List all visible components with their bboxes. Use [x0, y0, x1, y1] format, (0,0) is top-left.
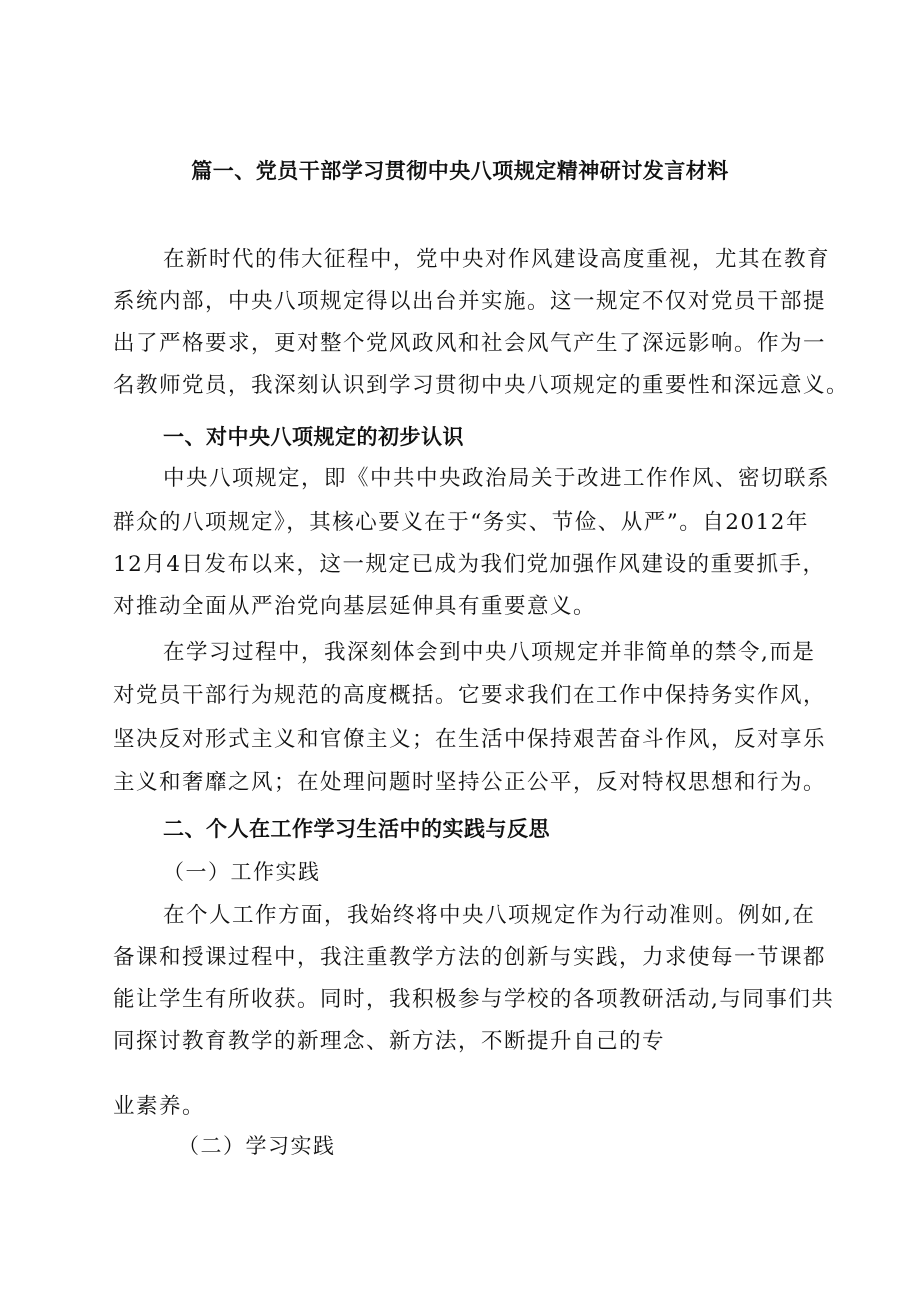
intro-line: 出了严格要求，更对整个党风政风和社会风气产生了深远影响。作为一	[113, 331, 827, 356]
subsection-heading-1: （一）工作实践	[163, 860, 321, 884]
subsection1-line: 备课和授课过程中，我注重教学方法的创新与实践，力求使每一节课都	[113, 945, 827, 970]
section1-para1-line: 群众的八项规定》，其核心要义在于“务实、节俭、从严”。自2012年	[113, 510, 809, 535]
subsection-heading-2: （二）学习实践	[178, 1134, 336, 1158]
section1-para2-line: 主义和奢靡之风；在处理问题时坚持公正公平，反对特权思想和行为。	[113, 770, 827, 795]
subsection1-line: 在个人工作方面，我始终将中央八项规定作为行动准则。例如,在	[163, 903, 816, 928]
section1-para2-line: 坚决反对形式主义和官僚主义；在生活中保持艰苦奋斗作风，反对享乐	[113, 727, 827, 752]
intro-line: 系统内部，中央八项规定得以出台并实施。这一规定不仅对党员干部提	[113, 289, 827, 314]
intro-line: 名教师党员，我深刻认识到学习贯彻中央八项规定的重要性和深远意义。	[113, 373, 850, 398]
section1-para2-line: 对党员干部行为规范的高度概括。它要求我们在工作中保持务实作风，	[113, 683, 827, 708]
document-title: 篇一、党员干部学习贯彻中央八项规定精神研讨发言材料	[191, 159, 729, 183]
section1-para2-line: 在学习过程中，我深刻体会到中央八项规定并非简单的禁令,而是	[163, 640, 816, 665]
section1-para1-line: 对推动全面从严治党向基层延伸具有重要意义。	[113, 594, 597, 619]
intro-line: 在新时代的伟大征程中，党中央对作风建设高度重视，尤其在教育	[163, 247, 831, 272]
section-heading-2: 二、个人在工作学习生活中的实践与反思	[163, 817, 550, 841]
subsection1-tail-line: 业素养。	[113, 1094, 206, 1119]
section-heading-1: 一、对中央八项规定的初步认识	[163, 425, 464, 449]
section1-para1-line: 12月4日发布以来，这一规定已成为我们党加强作风建设的重要抓手，	[113, 552, 826, 577]
subsection1-line: 能让学生有所收获。同时，我积极参与学校的各项教研活动,与同事们共	[113, 987, 835, 1012]
section1-para1-line: 中央八项规定，即《中共中央政治局关于改进工作作风、密切联系	[163, 466, 831, 491]
subsection1-line: 同探讨教育教学的新理念、新方法，不断提升自己的专	[113, 1029, 666, 1054]
